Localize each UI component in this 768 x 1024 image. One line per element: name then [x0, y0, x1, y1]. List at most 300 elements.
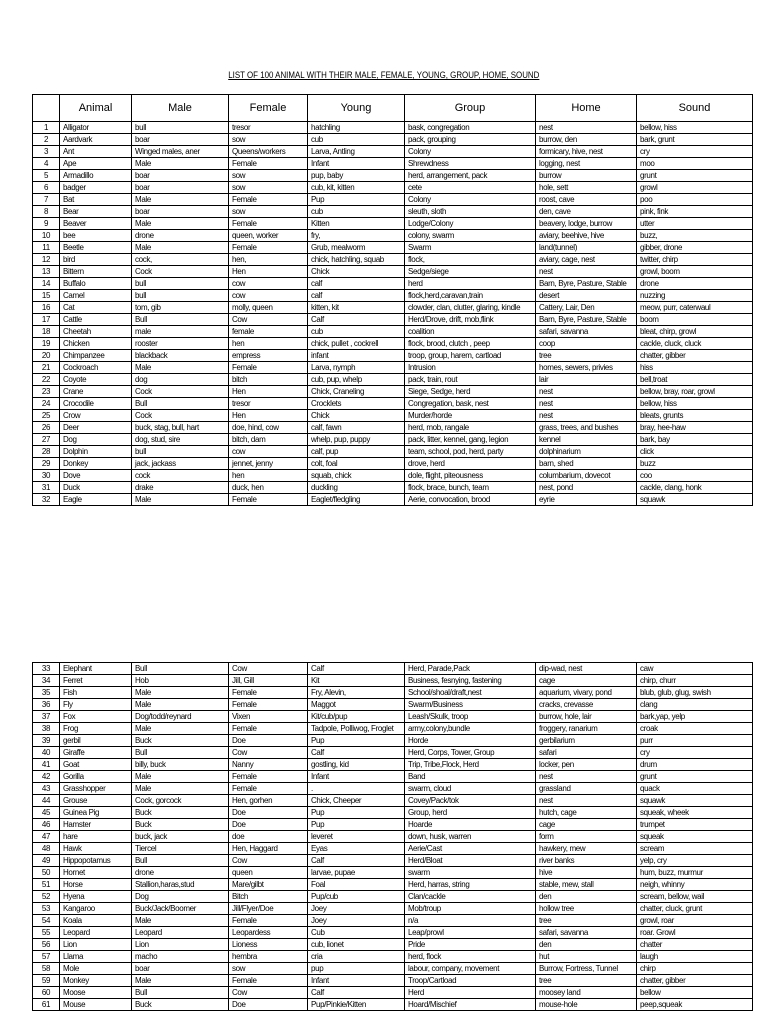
- young-cell: Calf: [308, 987, 405, 999]
- group-cell: Congregation, bask, nest: [405, 398, 536, 410]
- table-row: [33, 759, 753, 771]
- row-number-cell: 49: [33, 855, 60, 867]
- column-header: [33, 95, 60, 122]
- home-cell: locker, pen: [536, 759, 637, 771]
- table-row: [33, 831, 753, 843]
- home-cell: beavery, lodge, burrow: [536, 218, 637, 230]
- female-cell: Cow: [229, 855, 308, 867]
- male-cell: Male: [132, 915, 229, 927]
- home-cell: barn, shed: [536, 458, 637, 470]
- animal-cell: Armadillo: [60, 170, 132, 182]
- row-number-cell: 7: [33, 194, 60, 206]
- animal-cell: Eagle: [60, 494, 132, 506]
- sound-cell: poo: [637, 194, 753, 206]
- sound-cell: bellow, bray, roar, growl: [637, 386, 753, 398]
- table-row: [33, 711, 753, 723]
- table-row: [33, 999, 753, 1011]
- home-cell: den: [536, 891, 637, 903]
- home-cell: river banks: [536, 855, 637, 867]
- row-number-cell: 50: [33, 867, 60, 879]
- row-number-cell: 26: [33, 422, 60, 434]
- sound-cell: hum, buzz, murmur: [637, 867, 753, 879]
- home-cell: safari, savanna: [536, 326, 637, 338]
- row-number-cell: 4: [33, 158, 60, 170]
- row-number-cell: 10: [33, 230, 60, 242]
- row-number-cell: 51: [33, 879, 60, 891]
- table-row: [33, 494, 753, 506]
- home-cell: safari: [536, 747, 637, 759]
- table-row: [33, 735, 753, 747]
- animal-cell: Kangaroo: [60, 903, 132, 915]
- male-cell: bull: [132, 290, 229, 302]
- home-cell: moosey land: [536, 987, 637, 999]
- row-number-cell: 33: [33, 663, 60, 675]
- male-cell: boar: [132, 206, 229, 218]
- sound-cell: trumpet: [637, 819, 753, 831]
- animal-cell: hare: [60, 831, 132, 843]
- row-number-cell: 15: [33, 290, 60, 302]
- group-cell: Herd: [405, 987, 536, 999]
- group-cell: swarm: [405, 867, 536, 879]
- group-cell: labour, company, movement: [405, 963, 536, 975]
- row-number-cell: 14: [33, 278, 60, 290]
- animal-cell: Cockroach: [60, 362, 132, 374]
- table-row: [33, 819, 753, 831]
- row-number-cell: 45: [33, 807, 60, 819]
- animal-cell: Dove: [60, 470, 132, 482]
- female-cell: doe, hind, cow: [229, 422, 308, 434]
- row-number-cell: 25: [33, 410, 60, 422]
- male-cell: blackback: [132, 350, 229, 362]
- row-number-cell: 3: [33, 146, 60, 158]
- table-row: [33, 795, 753, 807]
- sound-cell: utter: [637, 218, 753, 230]
- female-cell: doe: [229, 831, 308, 843]
- animal-cell: Gorilla: [60, 771, 132, 783]
- home-cell: cracks, crevasse: [536, 699, 637, 711]
- young-cell: Joey: [308, 903, 405, 915]
- sound-cell: twitter, chirp: [637, 254, 753, 266]
- row-number-cell: 48: [33, 843, 60, 855]
- home-cell: form: [536, 831, 637, 843]
- young-cell: Larva, Antling: [308, 146, 405, 158]
- table-row: [33, 338, 753, 350]
- young-cell: Eyas: [308, 843, 405, 855]
- young-cell: Grub, mealworm: [308, 242, 405, 254]
- animal-cell: Guinea Pig: [60, 807, 132, 819]
- column-header: Group: [405, 95, 536, 122]
- male-cell: boar: [132, 170, 229, 182]
- group-cell: sleuth, sloth: [405, 206, 536, 218]
- male-cell: Buck: [132, 999, 229, 1011]
- table-row: [33, 891, 753, 903]
- female-cell: Hen: [229, 266, 308, 278]
- group-cell: pack, grouping: [405, 134, 536, 146]
- group-cell: army,colony,bundle: [405, 723, 536, 735]
- table-row: [33, 242, 753, 254]
- animal-cell: Moose: [60, 987, 132, 999]
- female-cell: cow: [229, 446, 308, 458]
- male-cell: Male: [132, 242, 229, 254]
- young-cell: Kitten: [308, 218, 405, 230]
- young-cell: Pup/Pinkie/Kitten: [308, 999, 405, 1011]
- male-cell: Bull: [132, 663, 229, 675]
- female-cell: sow: [229, 134, 308, 146]
- female-cell: hen: [229, 470, 308, 482]
- table-row: [33, 362, 753, 374]
- column-header: Animal: [60, 95, 132, 122]
- young-cell: Cub: [308, 927, 405, 939]
- female-cell: Nanny: [229, 759, 308, 771]
- male-cell: Male: [132, 783, 229, 795]
- table-row: [33, 218, 753, 230]
- sound-cell: chatter, cluck, grunt: [637, 903, 753, 915]
- group-cell: team, school, pod, herd, party: [405, 446, 536, 458]
- young-cell: hatchling: [308, 122, 405, 134]
- home-cell: tree: [536, 975, 637, 987]
- row-number-cell: 30: [33, 470, 60, 482]
- animal-cell: Ferret: [60, 675, 132, 687]
- young-cell: calf: [308, 278, 405, 290]
- row-number-cell: 24: [33, 398, 60, 410]
- row-number-cell: 34: [33, 675, 60, 687]
- male-cell: Bull: [132, 747, 229, 759]
- young-cell: Infant: [308, 975, 405, 987]
- sound-cell: bark, grunt: [637, 134, 753, 146]
- table-row: [33, 302, 753, 314]
- group-cell: n/a: [405, 915, 536, 927]
- sound-cell: drum: [637, 759, 753, 771]
- animal-cell: Coyote: [60, 374, 132, 386]
- home-cell: grassland: [536, 783, 637, 795]
- group-cell: Herd, Corps, Tower, Group: [405, 747, 536, 759]
- row-number-cell: 11: [33, 242, 60, 254]
- home-cell: roost, cave: [536, 194, 637, 206]
- young-cell: Infant: [308, 771, 405, 783]
- group-cell: Lodge/Colony: [405, 218, 536, 230]
- row-number-cell: 55: [33, 927, 60, 939]
- group-cell: down, husk, warren: [405, 831, 536, 843]
- male-cell: tom, gib: [132, 302, 229, 314]
- home-cell: hive: [536, 867, 637, 879]
- male-cell: Buck: [132, 807, 229, 819]
- group-cell: flock, brace, bunch, team: [405, 482, 536, 494]
- table-row: [33, 482, 753, 494]
- group-cell: Shrewdness: [405, 158, 536, 170]
- sound-cell: bray, hee-haw: [637, 422, 753, 434]
- animal-cell: Goat: [60, 759, 132, 771]
- female-cell: hen,: [229, 254, 308, 266]
- table-row: [33, 843, 753, 855]
- table-row: [33, 410, 753, 422]
- table-row: [33, 194, 753, 206]
- animal-cell: Monkey: [60, 975, 132, 987]
- young-cell: cub, kit, kitten: [308, 182, 405, 194]
- sound-cell: nuzzing: [637, 290, 753, 302]
- home-cell: nest: [536, 795, 637, 807]
- male-cell: Tiercel: [132, 843, 229, 855]
- column-header: Young: [308, 95, 405, 122]
- female-cell: Doe: [229, 819, 308, 831]
- home-cell: hollow tree: [536, 903, 637, 915]
- home-cell: Barn, Byre, Pasture, Stable: [536, 314, 637, 326]
- animal-cell: Bear: [60, 206, 132, 218]
- female-cell: Female: [229, 158, 308, 170]
- young-cell: calf, pup: [308, 446, 405, 458]
- male-cell: Stallion,haras,stud: [132, 879, 229, 891]
- young-cell: gostling, kid: [308, 759, 405, 771]
- female-cell: duck, hen: [229, 482, 308, 494]
- male-cell: Male: [132, 362, 229, 374]
- young-cell: Chick, Craneling: [308, 386, 405, 398]
- home-cell: den: [536, 939, 637, 951]
- young-cell: pup, baby: [308, 170, 405, 182]
- table-row: [33, 278, 753, 290]
- young-cell: fry,: [308, 230, 405, 242]
- male-cell: Buck/Jack/Boomer: [132, 903, 229, 915]
- table-row: [33, 398, 753, 410]
- young-cell: colt, foal: [308, 458, 405, 470]
- row-number-cell: 46: [33, 819, 60, 831]
- female-cell: hembra: [229, 951, 308, 963]
- animal-cell: Beaver: [60, 218, 132, 230]
- female-cell: tresor: [229, 398, 308, 410]
- table-row: [33, 350, 753, 362]
- group-cell: Siege, Sedge, herd: [405, 386, 536, 398]
- sound-cell: bark,yap, yelp: [637, 711, 753, 723]
- female-cell: cow: [229, 290, 308, 302]
- sound-cell: cackle, clang, honk: [637, 482, 753, 494]
- animal-cell: Mole: [60, 963, 132, 975]
- female-cell: Doe: [229, 807, 308, 819]
- sound-cell: chatter, gibber: [637, 975, 753, 987]
- animal-cell: Crocodile: [60, 398, 132, 410]
- row-number-cell: 1: [33, 122, 60, 134]
- sound-cell: pink, fink: [637, 206, 753, 218]
- home-cell: hutch, cage: [536, 807, 637, 819]
- female-cell: Female: [229, 218, 308, 230]
- sound-cell: growl: [637, 182, 753, 194]
- group-cell: bask, congregation: [405, 122, 536, 134]
- young-cell: Pup: [308, 807, 405, 819]
- table-row: [33, 807, 753, 819]
- home-cell: cage: [536, 819, 637, 831]
- home-cell: gerbilarium: [536, 735, 637, 747]
- sound-cell: growl, boom: [637, 266, 753, 278]
- group-cell: Leash/Skulk, troop: [405, 711, 536, 723]
- row-number-cell: 56: [33, 939, 60, 951]
- young-cell: Chick, Cheeper: [308, 795, 405, 807]
- row-number-cell: 32: [33, 494, 60, 506]
- home-cell: aviary, beehive, hive: [536, 230, 637, 242]
- row-number-cell: 21: [33, 362, 60, 374]
- male-cell: Bull: [132, 855, 229, 867]
- female-cell: Doe: [229, 999, 308, 1011]
- male-cell: boar: [132, 963, 229, 975]
- animal-cell: badger: [60, 182, 132, 194]
- sound-cell: squawk: [637, 795, 753, 807]
- home-cell: nest: [536, 122, 637, 134]
- young-cell: .: [308, 783, 405, 795]
- group-cell: Herd/Bloat: [405, 855, 536, 867]
- row-number-cell: 42: [33, 771, 60, 783]
- table-row: [33, 879, 753, 891]
- young-cell: calf: [308, 290, 405, 302]
- young-cell: duckling: [308, 482, 405, 494]
- sound-cell: bleat, chirp, growl: [637, 326, 753, 338]
- column-header: Female: [229, 95, 308, 122]
- row-number-cell: 58: [33, 963, 60, 975]
- female-cell: Female: [229, 723, 308, 735]
- young-cell: Kit: [308, 675, 405, 687]
- male-cell: jack, jackass: [132, 458, 229, 470]
- female-cell: Female: [229, 771, 308, 783]
- young-cell: Chick: [308, 266, 405, 278]
- group-cell: Sedge/siege: [405, 266, 536, 278]
- female-cell: Doe: [229, 735, 308, 747]
- animal-cell: Aardvark: [60, 134, 132, 146]
- home-cell: den, cave: [536, 206, 637, 218]
- female-cell: queen: [229, 867, 308, 879]
- young-cell: larvae, pupae: [308, 867, 405, 879]
- row-number-cell: 41: [33, 759, 60, 771]
- sound-cell: neigh, whinny: [637, 879, 753, 891]
- male-cell: boar: [132, 182, 229, 194]
- female-cell: sow: [229, 206, 308, 218]
- home-cell: nest: [536, 410, 637, 422]
- table-row: [33, 723, 753, 735]
- group-cell: dole, flight, piteousness: [405, 470, 536, 482]
- male-cell: billy, buck: [132, 759, 229, 771]
- group-cell: Leap/prowl: [405, 927, 536, 939]
- male-cell: macho: [132, 951, 229, 963]
- young-cell: kitten, kit: [308, 302, 405, 314]
- female-cell: queen, worker: [229, 230, 308, 242]
- row-number-cell: 40: [33, 747, 60, 759]
- row-number-cell: 13: [33, 266, 60, 278]
- table-row: [33, 927, 753, 939]
- home-cell: stable, mew, stall: [536, 879, 637, 891]
- table-row: [33, 771, 753, 783]
- young-cell: cub, lionet: [308, 939, 405, 951]
- table-row: [33, 446, 753, 458]
- home-cell: Burrow, Fortress, Tunnel: [536, 963, 637, 975]
- female-cell: Hen, Haggard: [229, 843, 308, 855]
- row-number-cell: 29: [33, 458, 60, 470]
- male-cell: Cock: [132, 266, 229, 278]
- table-row: [33, 915, 753, 927]
- female-cell: Vixen: [229, 711, 308, 723]
- young-cell: cria: [308, 951, 405, 963]
- animal-cell: Bat: [60, 194, 132, 206]
- table-row: [33, 158, 753, 170]
- row-number-cell: 22: [33, 374, 60, 386]
- home-cell: eyrie: [536, 494, 637, 506]
- home-cell: froggery, ranarium: [536, 723, 637, 735]
- animal-cell: Dog: [60, 434, 132, 446]
- group-cell: Covey/Pack/tok: [405, 795, 536, 807]
- male-cell: bull: [132, 122, 229, 134]
- animal-cell: Llama: [60, 951, 132, 963]
- young-cell: Calf: [308, 855, 405, 867]
- group-cell: flock,: [405, 254, 536, 266]
- row-number-cell: 17: [33, 314, 60, 326]
- row-number-cell: 28: [33, 446, 60, 458]
- male-cell: Dog: [132, 891, 229, 903]
- row-number-cell: 2: [33, 134, 60, 146]
- animal-cell: Buffalo: [60, 278, 132, 290]
- home-cell: burrow, den: [536, 134, 637, 146]
- group-cell: Trip, Tribe,Flock, Herd: [405, 759, 536, 771]
- sound-cell: bell,troat: [637, 374, 753, 386]
- row-number-cell: 53: [33, 903, 60, 915]
- male-cell: Cock: [132, 410, 229, 422]
- home-cell: logging, nest: [536, 158, 637, 170]
- table-row: [33, 951, 753, 963]
- table-row: [33, 939, 753, 951]
- home-cell: hole, sett: [536, 182, 637, 194]
- female-cell: Female: [229, 194, 308, 206]
- table-row: [33, 675, 753, 687]
- sound-cell: bleats, grunts: [637, 410, 753, 422]
- animal-cell: Cheetah: [60, 326, 132, 338]
- table-row: [33, 963, 753, 975]
- animal-cell: Grouse: [60, 795, 132, 807]
- male-cell: Male: [132, 975, 229, 987]
- sound-cell: coo: [637, 470, 753, 482]
- male-cell: rooster: [132, 338, 229, 350]
- home-cell: safari, savanna: [536, 927, 637, 939]
- young-cell: Kit/cub/pup: [308, 711, 405, 723]
- group-cell: Murder/horde: [405, 410, 536, 422]
- young-cell: Eaglet/fledgling: [308, 494, 405, 506]
- male-cell: Cock: [132, 386, 229, 398]
- animal-cell: Hornet: [60, 867, 132, 879]
- row-number-cell: 5: [33, 170, 60, 182]
- animal-cell: Frog: [60, 723, 132, 735]
- table-row: [33, 434, 753, 446]
- young-cell: leveret: [308, 831, 405, 843]
- female-cell: female: [229, 326, 308, 338]
- animal-cell: Mouse: [60, 999, 132, 1011]
- animal-cell: Hyena: [60, 891, 132, 903]
- female-cell: Hen, gorhen: [229, 795, 308, 807]
- sound-cell: peep,squeak: [637, 999, 753, 1011]
- animal-cell: Alligator: [60, 122, 132, 134]
- female-cell: Bitch: [229, 891, 308, 903]
- home-cell: nest: [536, 386, 637, 398]
- animal-cell: Lion: [60, 939, 132, 951]
- home-cell: burrow: [536, 170, 637, 182]
- sound-cell: growl, roar: [637, 915, 753, 927]
- animal-cell: Beetle: [60, 242, 132, 254]
- female-cell: bitch, dam: [229, 434, 308, 446]
- sound-cell: chirp: [637, 963, 753, 975]
- sound-cell: boom: [637, 314, 753, 326]
- sound-cell: purr: [637, 735, 753, 747]
- page-title: LIST OF 100 ANIMAL WITH THEIR MALE, FEMALE, YOUNG, GROUP, HOME, SOUND: [228, 70, 540, 80]
- group-cell: Pride: [405, 939, 536, 951]
- animal-cell: Bittern: [60, 266, 132, 278]
- young-cell: cub: [308, 134, 405, 146]
- table-row: [33, 314, 753, 326]
- female-cell: Jill, Gill: [229, 675, 308, 687]
- male-cell: Male: [132, 699, 229, 711]
- female-cell: Female: [229, 783, 308, 795]
- animal-cell: gerbil: [60, 735, 132, 747]
- table-row: [33, 663, 753, 675]
- row-number-cell: 57: [33, 951, 60, 963]
